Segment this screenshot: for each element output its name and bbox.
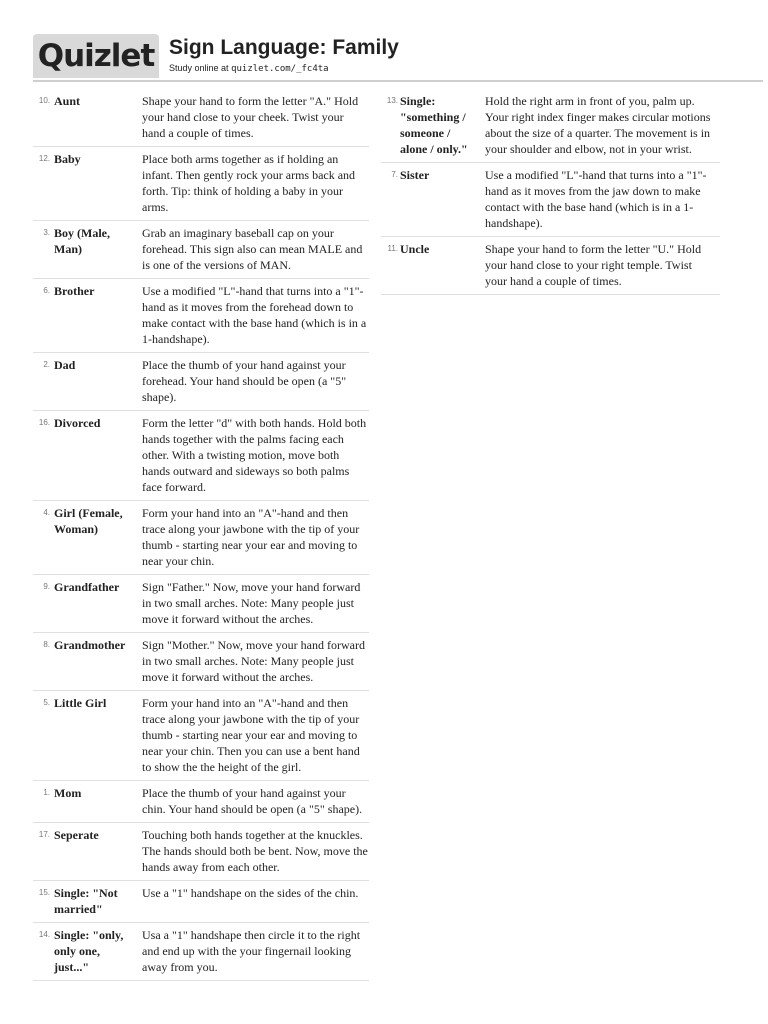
study-online-label: Study online at	[169, 63, 229, 73]
term-definition: Shape your hand to form the letter "A." Hold your hand close to your cheek. Twist your hand a couple of times.	[142, 94, 359, 140]
term-word: Little Girl	[54, 696, 107, 710]
term-number: 6.	[43, 286, 50, 295]
term-definition: Use a modified "L"-hand that turns into a "1"-hand as it moves from the jaw down to make contact with the base hand (which is in a 1-handshape).	[485, 168, 707, 230]
term-row	[33, 501, 369, 575]
term-number: 3.	[43, 228, 50, 237]
term-row	[33, 353, 369, 411]
term-row	[33, 89, 369, 147]
term-word: Seperate	[54, 828, 99, 842]
term-row	[33, 923, 369, 981]
term-row	[33, 633, 369, 691]
term-word: Baby	[54, 152, 81, 166]
term-word: Brother	[54, 284, 95, 298]
term-definition: Sign "Father." Now, move your hand forward in two small arches. Note: Many people just move it forward without the arches.	[142, 580, 361, 626]
term-row	[381, 163, 720, 237]
term-definition: Use a modified "L"-hand that turns into a "1"-hand as it moves from the forehead down to make contact with the base hand (which is in a 1-handshape).	[142, 284, 367, 346]
term-word: Dad	[54, 358, 76, 372]
term-word: Girl (Female, Woman)	[54, 506, 123, 536]
term-number: 11.	[387, 244, 398, 253]
term-word: Grandmother	[54, 638, 126, 652]
quizlet-logo[interactable]: Quizlet	[33, 34, 159, 78]
term-row	[33, 279, 369, 353]
term-number: 10.	[38, 96, 50, 105]
term-number: 4.	[43, 508, 50, 517]
term-definition: Form your hand into an "A"-hand and then trace along your jawbone with the tip of your thumb - starting near your ear and moving to near your chin. Then you can use a bent hand to show the the height of the girl.	[142, 696, 360, 774]
term-word: Uncle	[400, 242, 430, 256]
term-definition: Use a "1" handshape on the sides of the chin.	[142, 886, 359, 900]
term-definition: Grab an imaginary baseball cap on your forehead. This sign also can mean MALE and is one of the versions of MAN.	[142, 226, 363, 272]
term-number: 12.	[38, 154, 50, 163]
term-list-left	[33, 89, 369, 981]
page-header	[33, 34, 763, 82]
term-number: 9.	[43, 582, 50, 591]
term-word: Single: "something / someone / alone / only."	[400, 94, 468, 156]
page-title: Sign Language: Family	[169, 36, 399, 59]
term-row	[33, 823, 369, 881]
study-url-link[interactable]: quizlet.com/_fc4ta	[231, 64, 329, 74]
term-number: 17.	[38, 830, 50, 839]
term-definition: Hold the right arm in front of you, palm up. Your right index finger makes circular motions about the size of a quarter. The movement is in your shoulder and elbow, not in your wrist.	[485, 94, 711, 156]
term-number: 1.	[43, 788, 50, 797]
term-row	[33, 781, 369, 823]
term-number: 15.	[38, 888, 50, 897]
term-row	[381, 237, 720, 295]
term-number: 16.	[38, 418, 50, 427]
term-definition: Shape your hand to form the letter "U." Hold your hand close to your right temple. Twist your hand a couple of times.	[485, 242, 702, 288]
term-number: 13.	[386, 96, 398, 105]
term-word: Mom	[54, 786, 82, 800]
term-word: Divorced	[54, 416, 101, 430]
term-definition: Place the thumb of your hand against your chin. Your hand should be open (a "5" shape).	[142, 786, 363, 816]
term-number: 2.	[43, 360, 50, 369]
term-row	[33, 691, 369, 781]
term-row	[33, 221, 369, 279]
term-row	[33, 147, 369, 221]
term-word: Single: "Not married"	[54, 886, 118, 916]
term-definition: Place both arms together as if holding an infant. Then gently rock your arms back and forth. Tip: think of holding a baby in your arms.	[142, 152, 356, 214]
term-word: Aunt	[54, 94, 81, 108]
term-list-right	[381, 89, 720, 295]
term-row	[33, 881, 369, 923]
term-number: 7.	[391, 170, 398, 179]
term-word: Single: "only, only one, just..."	[54, 928, 124, 974]
term-row	[381, 89, 720, 163]
term-definition: Form your hand into an "A"-hand and then trace along your jawbone with the tip of your thumb - starting near your ear and moving to near your chin.	[142, 506, 360, 568]
term-row	[33, 411, 369, 501]
term-number: 5.	[43, 698, 50, 707]
term-word: Sister	[400, 168, 430, 182]
term-word: Boy (Male, Man)	[54, 226, 110, 256]
term-definition: Sign "Mother." Now, move your hand forward in two small arches. Note: Many people just move it forward without the arches.	[142, 638, 365, 684]
term-definition: Place the thumb of your hand against your forehead. Your hand should be open (a "5" shape).	[142, 358, 347, 404]
study-online-line	[169, 63, 329, 74]
term-word: Grandfather	[54, 580, 120, 594]
term-definition: Usa a "1" handshape then circle it to the right and end up with the your fingernail looking away from you.	[142, 928, 361, 974]
term-row	[33, 575, 369, 633]
term-number: 14.	[38, 930, 50, 939]
term-number: 8.	[43, 640, 50, 649]
term-definition: Form the letter "d" with both hands. Hold both hands together with the palms facing each other. With a twisting motion, move both hands outward and sideways so both palms face forward.	[142, 416, 367, 494]
term-definition: Touching both hands together at the knuckles. The hands should both be bent. Now, move the hands away from each other.	[142, 828, 368, 874]
